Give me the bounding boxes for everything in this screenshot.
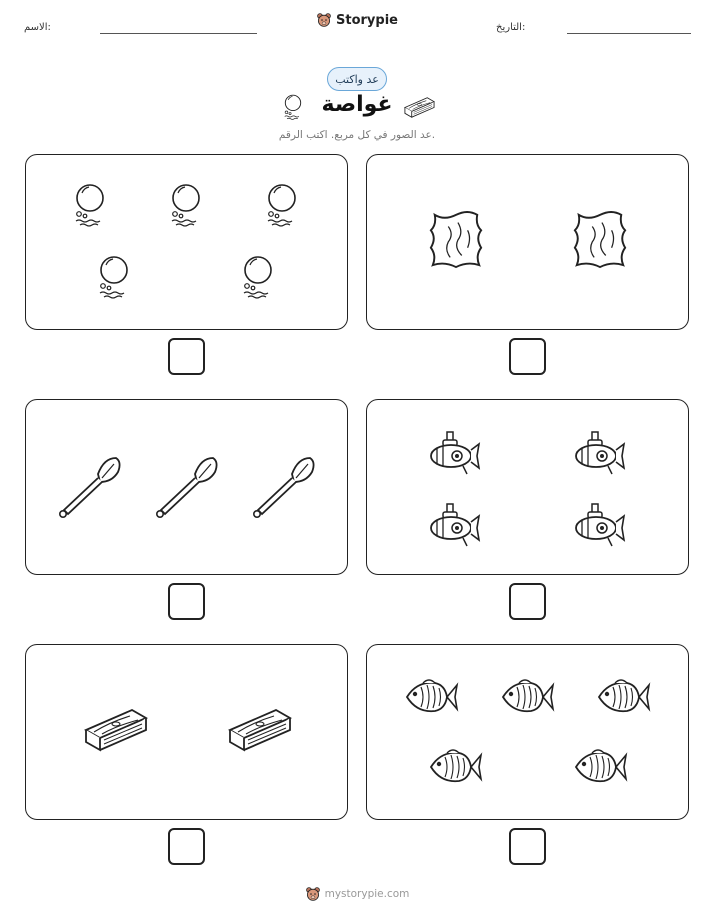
count-box-wood-planks (25, 644, 348, 820)
answer-box-fish[interactable] (509, 828, 546, 865)
paddle-icon (151, 452, 221, 522)
answer-box-bubbles[interactable] (168, 338, 205, 375)
animal-skin-icon (427, 209, 485, 271)
name-label: الاسم: (24, 22, 51, 33)
count-box-fish (366, 644, 689, 820)
instructions: عد الصور في كل مربع. اكتب الرقم. (278, 129, 436, 141)
paddle-icon (54, 452, 124, 522)
count-box-animal-skins (366, 154, 689, 330)
footer-website: mystorypie.com (324, 888, 410, 900)
bubble-icon (72, 183, 108, 227)
activity-badge: عد واكتب (327, 67, 387, 91)
count-box-bubbles (25, 154, 348, 330)
paddle-icon (248, 452, 318, 522)
submarine-icon (572, 500, 628, 550)
date-label: التاريخ: (496, 22, 526, 33)
fish-icon (595, 675, 651, 719)
date-line (567, 33, 691, 34)
submarine-icon (427, 428, 483, 478)
answer-box-paddles[interactable] (168, 583, 205, 620)
bubble-icon (264, 183, 300, 227)
count-box-submarines (366, 399, 689, 575)
bubble-icon (168, 183, 204, 227)
wood-plank-icon (402, 94, 436, 120)
animal-skin-icon (571, 209, 629, 271)
answer-box-animal-skins[interactable] (509, 338, 546, 375)
bubble-icon (96, 255, 132, 299)
count-box-paddles (25, 399, 348, 575)
submarine-icon (427, 500, 483, 550)
bear-icon (316, 12, 332, 28)
page-title: غواصة (321, 92, 393, 117)
fish-icon (403, 675, 459, 719)
footer (0, 886, 714, 902)
fish-icon (499, 675, 555, 719)
bear-icon (305, 886, 321, 902)
name-line (100, 33, 257, 34)
wood-plank-icon (224, 703, 294, 755)
fish-icon (572, 745, 628, 789)
bubble-icon (240, 255, 276, 299)
brand-logo (0, 12, 714, 28)
submarine-icon (572, 428, 628, 478)
wood-plank-icon (80, 703, 150, 755)
answer-box-wood-planks[interactable] (168, 828, 205, 865)
fish-icon (427, 745, 483, 789)
answer-box-submarines[interactable] (509, 583, 546, 620)
brand-name: Storypie (336, 12, 398, 28)
